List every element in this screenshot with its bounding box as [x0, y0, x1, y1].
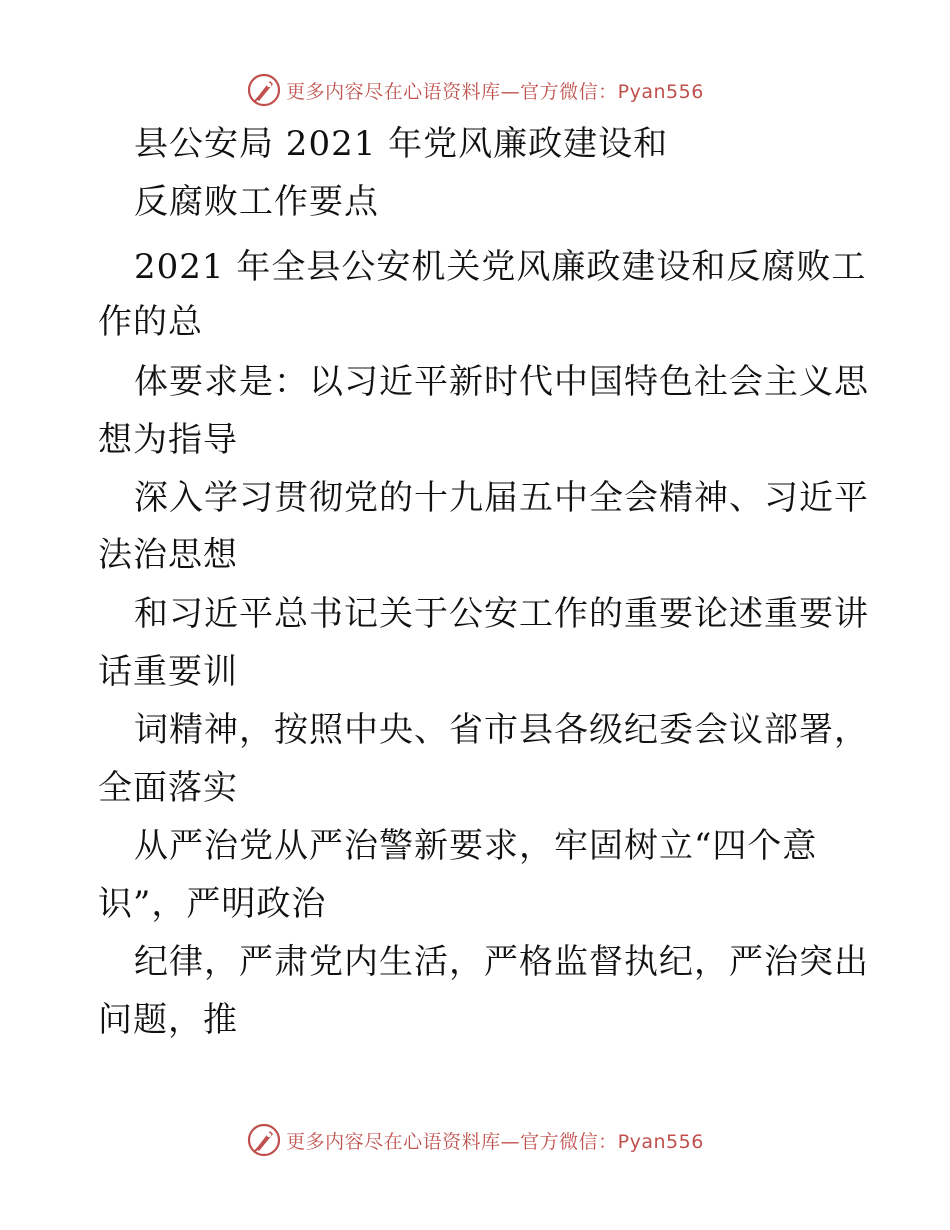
- paragraph-line: 作的总: [98, 302, 203, 342]
- paragraph-line: 想为指导: [98, 420, 238, 460]
- paragraph-line: 从严治党从严治警新要求，牢固树立“四个意: [134, 826, 818, 866]
- footer-watermark: [0, 1120, 950, 1160]
- paragraph-line: 深入学习贯彻党的十九届五中全会精神、习近平: [134, 478, 869, 518]
- paragraph-line: 2021 年全县公安机关党风廉政建设和反腐败工: [134, 247, 867, 287]
- paragraph-line: 全面落实: [98, 768, 238, 808]
- title-line-2: 反腐败工作要点: [134, 182, 379, 222]
- paragraph-line: 法治思想: [98, 535, 238, 575]
- quill-pen-logo-icon: [246, 72, 282, 108]
- paragraph-line: 问题，推: [98, 1000, 238, 1040]
- title-line-1: 县公安局 2021 年党风廉政建设和: [134, 124, 669, 164]
- paragraph-line: 体要求是：以习近平新时代中国特色社会主义思: [134, 362, 869, 402]
- watermark-text: 更多内容尽在心语资料库—官方微信：Pyan556: [286, 80, 704, 103]
- paragraph-line: 识”，严明政治: [98, 884, 327, 924]
- paragraph-line: 词精神，按照中央、省市县各级纪委会议部署，: [134, 710, 869, 750]
- paragraph-line: 和习近平总书记关于公安工作的重要论述重要讲: [134, 594, 869, 634]
- quill-pen-logo-icon: [246, 1122, 282, 1158]
- paragraph-line: 话重要训: [98, 652, 238, 692]
- watermark-text: 更多内容尽在心语资料库—官方微信：Pyan556: [286, 1130, 704, 1153]
- header-watermark: [0, 70, 950, 110]
- paragraph-line: 纪律，严肃党内生活，严格监督执纪，严治突出: [134, 942, 869, 982]
